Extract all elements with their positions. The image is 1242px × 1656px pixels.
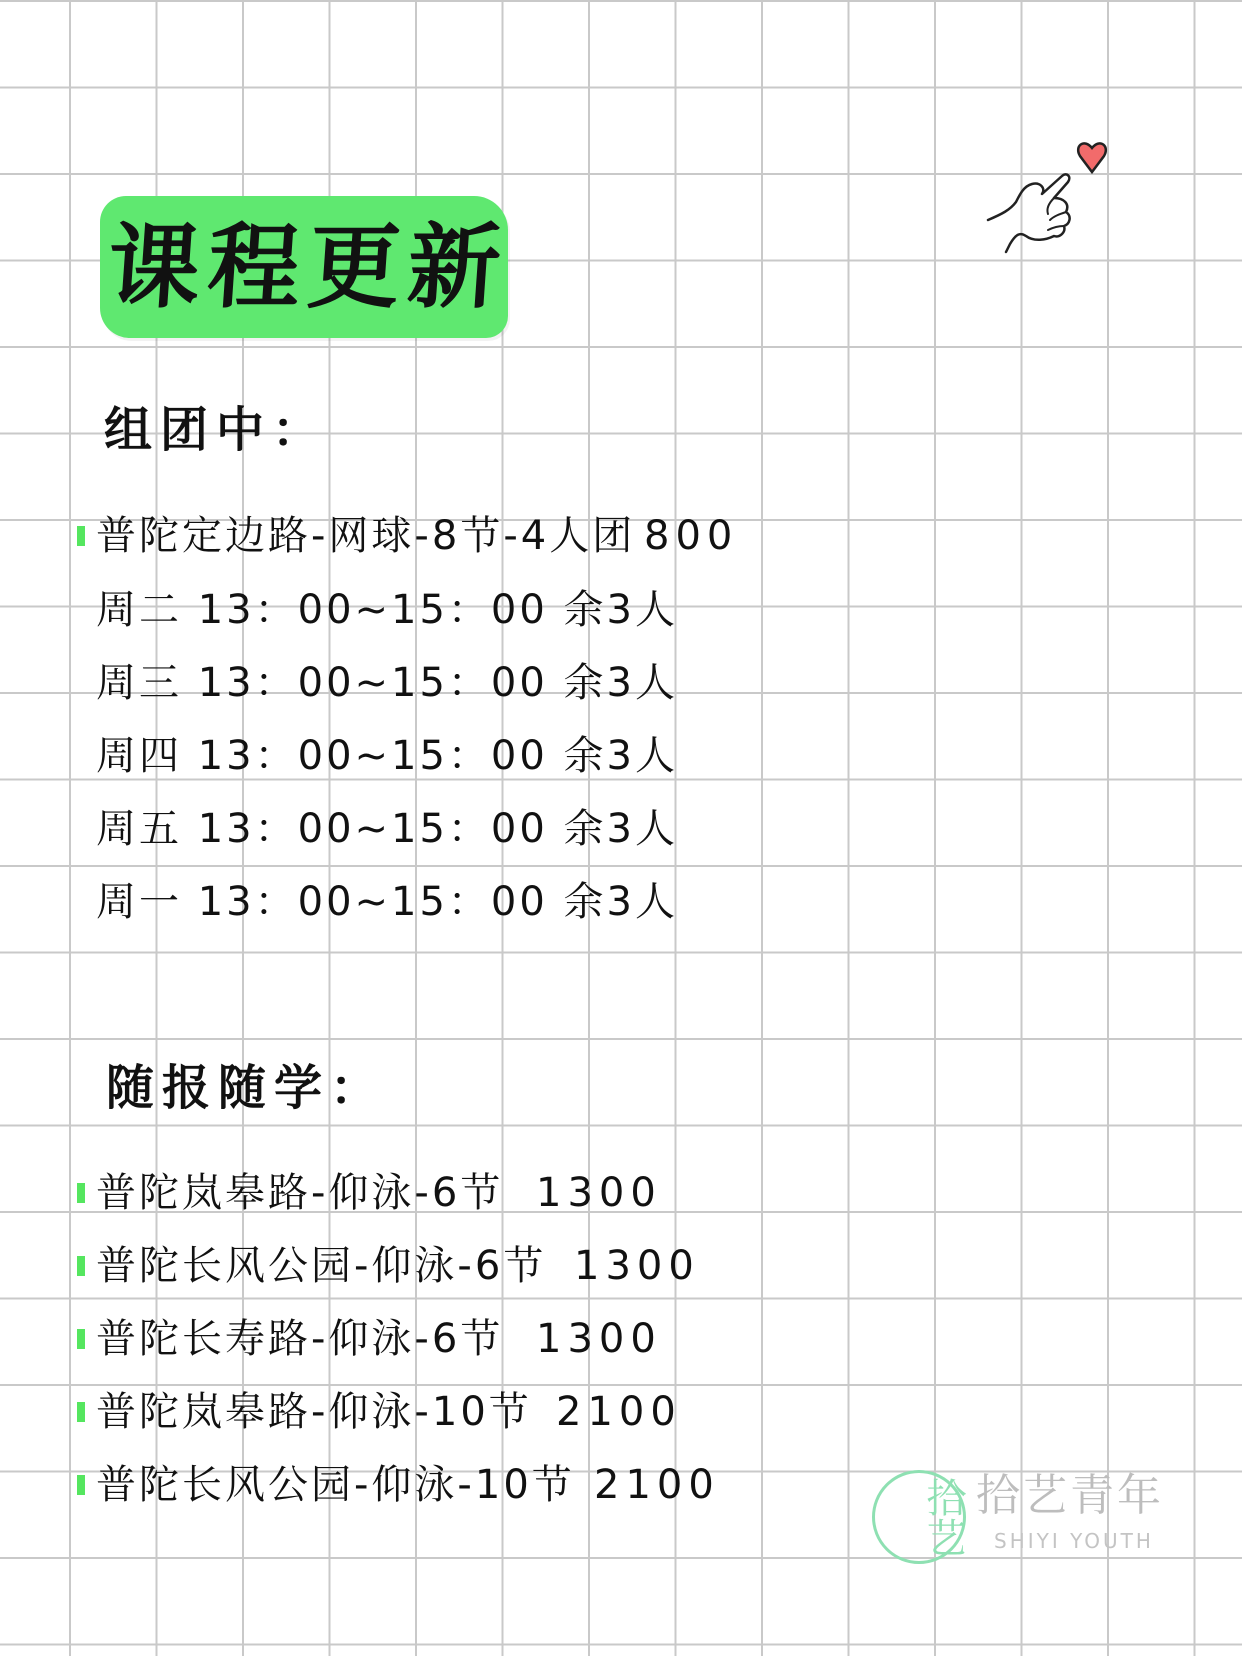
- bullet-marker: [77, 1475, 85, 1495]
- dropin-course-price: 2100: [556, 1389, 682, 1435]
- bullet-marker: [77, 1183, 85, 1203]
- brand-watermark: [872, 1466, 1192, 1576]
- slot-remaining: 余3人: [563, 806, 678, 852]
- bullet-marker: [77, 1256, 85, 1276]
- dropin-course-name: 普陀岚皋路-仰泳-10节: [96, 1389, 532, 1435]
- group-course-price: 800: [644, 513, 739, 559]
- bullet-marker: [77, 526, 85, 546]
- slot-day: 周四: [96, 733, 182, 779]
- dropin-course-price: 1300: [574, 1243, 700, 1289]
- slot-remaining: 余3人: [563, 733, 678, 779]
- slot-day: 周一: [96, 879, 182, 925]
- slot-remaining: 余3人: [563, 660, 678, 706]
- slot-time: 13：00~15：00: [197, 733, 548, 779]
- group-course-name: 普陀定边路-网球-8节-4人团: [96, 513, 636, 559]
- slot-time: 13：00~15：00: [197, 806, 548, 852]
- slot-day: 周三: [96, 660, 182, 706]
- time-slot-row: [96, 584, 678, 636]
- time-slot-row: [96, 803, 678, 855]
- dropin-course-name: 普陀长风公园-仰泳-6节: [96, 1243, 547, 1289]
- brand-subtitle: SHIYI YOUTH: [994, 1529, 1154, 1553]
- slot-remaining: 余3人: [563, 879, 678, 925]
- group-section-heading: 组团中：: [104, 402, 329, 458]
- slot-time: 13：00~15：00: [197, 587, 548, 633]
- slot-remaining: 余3人: [563, 587, 678, 633]
- pointing-hand-heart-icon: [980, 128, 1130, 258]
- slot-time: 13：00~15：00: [197, 879, 548, 925]
- dropin-course-name: 普陀岚皋路-仰泳-6节: [96, 1170, 504, 1216]
- page-title: 课程更新: [104, 214, 512, 321]
- dropin-course-price: 1300: [536, 1170, 662, 1216]
- bullet-marker: [77, 1329, 85, 1349]
- slot-day: 周二: [96, 587, 182, 633]
- dropin-course-name: 普陀长风公园-仰泳-10节: [96, 1462, 575, 1508]
- dropin-course-name: 普陀长寿路-仰泳-6节: [96, 1316, 504, 1362]
- slot-time: 13：00~15：00: [197, 660, 548, 706]
- time-slot-row: [96, 657, 678, 709]
- bullet-marker: [77, 1402, 85, 1422]
- slot-day: 周五: [96, 806, 182, 852]
- dropin-course-price: 1300: [536, 1316, 662, 1362]
- time-slot-row: [96, 730, 678, 782]
- time-slot-row: [96, 876, 678, 928]
- dropin-section-heading: 随报随学：: [106, 1060, 387, 1116]
- brand-name: 拾艺青年: [976, 1470, 1164, 1521]
- brand-logo-text: 拾艺: [920, 1477, 966, 1557]
- dropin-course-price: 2100: [594, 1462, 720, 1508]
